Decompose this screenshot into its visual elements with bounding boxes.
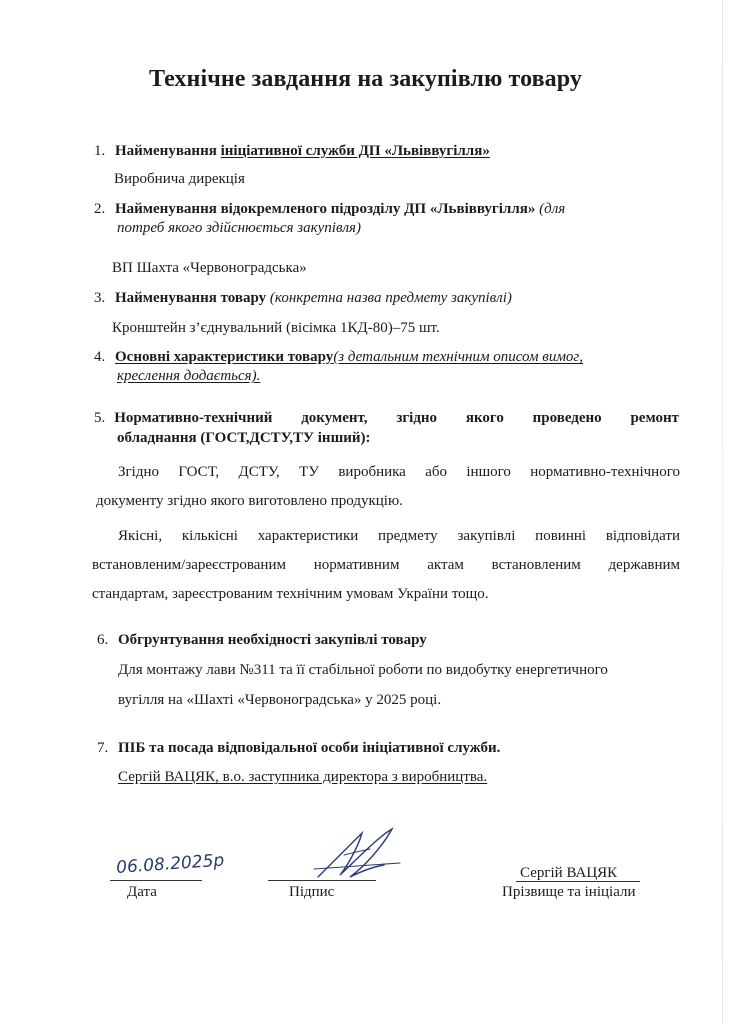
section-2-note: (для [535, 201, 566, 217]
section-1-label-underlined: ініціативної служби ДП «Львіввугілля» [220, 143, 490, 159]
section-5-label-cont: обладнання (ГОСТ,ДСТУ,ТУ інший): [117, 430, 371, 446]
section-5-para1-line2: документу згідно якого виготовлено продукцію. [96, 493, 403, 509]
section-7-number: 7. [97, 740, 109, 756]
section-6-number: 6. [97, 632, 109, 648]
section-4-label: Основні характеристики товару [115, 349, 334, 365]
signature-line [268, 880, 376, 881]
section-4-number: 4. [94, 349, 106, 365]
section-5-para2-line2: встановленим/зареєстрованим нормативним актам встановленим державним [92, 557, 680, 573]
date-line [110, 880, 202, 881]
date-value: 06.08.2025р [115, 850, 225, 878]
section-6-label: Обгрунтування необхідності закупівлі товару [118, 632, 427, 648]
date-label: Дата [127, 884, 157, 900]
page-title: Технічне завдання на закупівлю товару [148, 66, 583, 92]
section-2-label: Найменування відокремленого підрозділу ДП «Львіввугілля» [115, 201, 536, 217]
section-1-label: Найменування [115, 143, 221, 159]
section-1-value: Виробнича дирекція [114, 171, 245, 187]
section-3-number: 3. [94, 290, 106, 306]
name-value: Сергій ВАЦЯК [520, 865, 618, 881]
section-6-heading [97, 630, 427, 650]
section-5-para2-line1: Якісні, кількісні характеристики предмету закупівлі повинні відповідати [118, 528, 680, 544]
section-4-note-cont: креслення додається). [117, 368, 261, 384]
signature-image [300, 825, 410, 885]
section-5-number: 5. [94, 410, 106, 426]
section-3-heading [94, 288, 512, 308]
section-1-number: 1. [94, 143, 106, 159]
section-2-heading [94, 199, 565, 219]
signature-label: Підпис [289, 884, 335, 900]
section-7-heading [97, 738, 500, 758]
section-5-label: Нормативно-технічний документ, згідно якого проведено ремонт [114, 410, 679, 426]
section-1-heading [94, 141, 490, 161]
section-5-heading [94, 408, 679, 428]
section-5-para1-line1: Згідно ГОСТ, ДСТУ, ТУ виробника або іншого нормативно-технічного [118, 464, 680, 480]
section-6-text-line2: вугілля на «Шахті «Червоноградська» у 2025 році. [118, 692, 442, 708]
section-5-para2-line3: стандартам, зареєстрованим технічним умовам України тощо. [92, 586, 489, 602]
section-2-number: 2. [94, 201, 106, 217]
page-edge [722, 0, 723, 1024]
section-3-value: Кронштейн з’єднувальний (вісімка 1КД-80)–75 шт. [112, 320, 440, 336]
section-4-heading [94, 347, 583, 367]
section-7-label: ПІБ та посада відповідальної особи ініціативної служби. [118, 740, 501, 756]
section-7-value: Сергій ВАЦЯК, в.о. заступника директора з виробництва. [118, 769, 488, 785]
section-4-note: (з детальним технічним описом вимог, [333, 349, 583, 365]
section-3-note: (конкретна назва предмету закупівлі) [266, 290, 512, 306]
name-label: Прізвище та ініціали [502, 884, 636, 900]
section-6-text-line1: Для монтажу лави №311 та її стабільної роботи по видобутку енергетичного [118, 662, 608, 678]
section-2-note-cont: потреб якого здійснюється закупівля) [117, 220, 361, 236]
section-2-value: ВП Шахта «Червоноградська» [112, 260, 307, 276]
section-3-label: Найменування товару [115, 290, 267, 306]
